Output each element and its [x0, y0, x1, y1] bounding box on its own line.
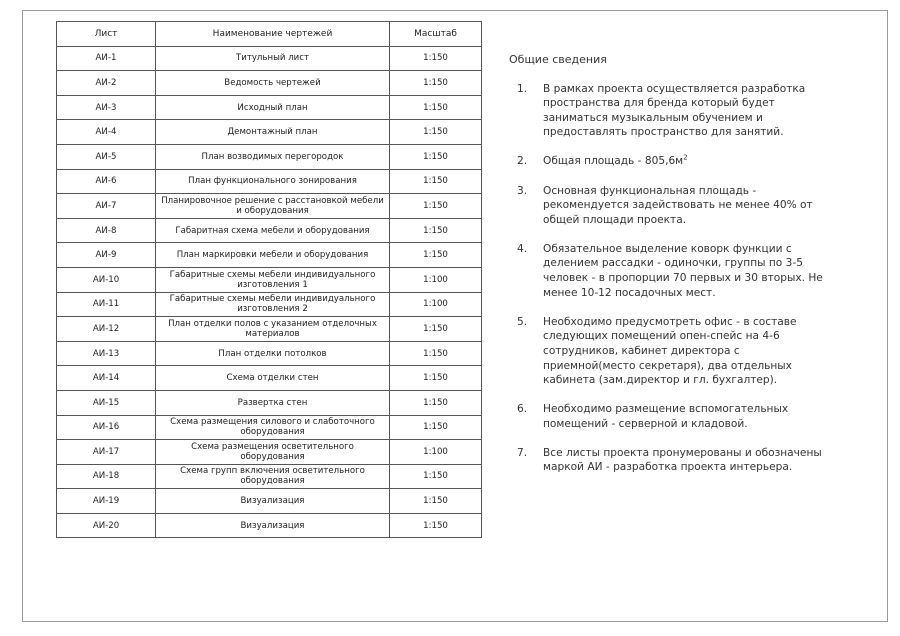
- note-text: [543, 315, 834, 388]
- cell-name: Схема размещения силового и слаботочного оборудования: [156, 415, 390, 440]
- cell-sheet: АИ-11: [57, 292, 156, 317]
- table-row: [57, 317, 482, 342]
- cell-name: Габаритные схемы мебели индивидуального изготовления 1: [156, 267, 390, 292]
- cell-sheet: АИ-16: [57, 415, 156, 440]
- cell-scale: 1:150: [390, 415, 482, 440]
- cell-scale: 1:100: [390, 267, 482, 292]
- drawings-list-table: [56, 21, 482, 538]
- note-item: [509, 82, 834, 140]
- table-row: [57, 46, 482, 71]
- note-number: 4.: [517, 242, 528, 255]
- cell-sheet: АИ-9: [57, 243, 156, 268]
- general-info-notes: [509, 53, 834, 490]
- cell-sheet: АИ-8: [57, 218, 156, 243]
- note-text: [543, 402, 834, 431]
- cell-name: Схема отделки стен: [156, 366, 390, 391]
- note-text: [543, 242, 834, 300]
- cell-name: Ведомость чертежей: [156, 71, 390, 96]
- table-row: [57, 292, 482, 317]
- cell-sheet: АИ-2: [57, 71, 156, 96]
- cell-name: Планировочное решение с расстановкой мебели и оборудования: [156, 194, 390, 219]
- table-row: [57, 489, 482, 514]
- cell-sheet: АИ-14: [57, 366, 156, 391]
- table-row: [57, 341, 482, 366]
- cell-scale: 1:100: [390, 292, 482, 317]
- note-text-body: Обязательное выделение коворк функции с делением рассадки - одиночки, группы по 3-5 человек - в пропорции 70 первых и 30 вторых. Не менее 10-12 посадочных мест.: [543, 242, 823, 299]
- cell-scale: 1:150: [390, 194, 482, 219]
- header-scale: Масштаб: [390, 22, 482, 47]
- cell-name: Габаритная схема мебели и оборудования: [156, 218, 390, 243]
- table-row: [57, 513, 482, 538]
- table-row: [57, 243, 482, 268]
- cell-scale: 1:150: [390, 366, 482, 391]
- table-row: [57, 169, 482, 194]
- table-row: [57, 120, 482, 145]
- cell-scale: 1:150: [390, 169, 482, 194]
- note-number: 6.: [517, 403, 528, 416]
- note-number: 2.: [517, 155, 528, 168]
- note-item: [509, 242, 834, 300]
- cell-scale: 1:150: [390, 513, 482, 538]
- note-text-body: Все листы проекта пронумерованы и обозначены маркой АИ - разработка проекта интерьера.: [543, 446, 822, 474]
- cell-scale: 1:150: [390, 243, 482, 268]
- table-row: [57, 390, 482, 415]
- note-text-body: Необходимо размещение вспомогательных помещений - серверной и кладовой.: [543, 403, 789, 430]
- table-row: [57, 194, 482, 219]
- cell-sheet: АИ-1: [57, 46, 156, 71]
- cell-scale: 1:150: [390, 95, 482, 120]
- note-text-body: Общая площадь - 805,6м: [543, 155, 684, 168]
- note-superscript: 2: [683, 153, 688, 162]
- cell-scale: 1:150: [390, 464, 482, 489]
- cell-sheet: АИ-18: [57, 464, 156, 489]
- note-text: [543, 184, 834, 228]
- notes-list: [509, 82, 834, 475]
- cell-name: План функционального зонирования: [156, 169, 390, 194]
- cell-sheet: АИ-19: [57, 489, 156, 514]
- note-item: [509, 184, 834, 228]
- note-text-body: Основная функциональная площадь - рекомендуется задействовать не менее 40% от общей площади проекта.: [543, 184, 813, 226]
- table-header-row: [57, 22, 482, 47]
- cell-name: Исходный план: [156, 95, 390, 120]
- cell-scale: 1:150: [390, 120, 482, 145]
- cell-scale: 1:150: [390, 46, 482, 71]
- note-item: [509, 402, 834, 431]
- cell-sheet: АИ-6: [57, 169, 156, 194]
- cell-name: План отделки потолков: [156, 341, 390, 366]
- cell-scale: 1:150: [390, 218, 482, 243]
- cell-name: Схема групп включения осветительного оборудования: [156, 464, 390, 489]
- table-row: [57, 71, 482, 96]
- cell-name: Демонтажный план: [156, 120, 390, 145]
- cell-sheet: АИ-3: [57, 95, 156, 120]
- cell-scale: 1:100: [390, 440, 482, 465]
- note-number: 3.: [517, 184, 528, 197]
- notes-title: Общие сведения: [509, 53, 607, 66]
- cell-sheet: АИ-15: [57, 390, 156, 415]
- note-number: 1.: [517, 82, 528, 95]
- table-row: [57, 440, 482, 465]
- note-text: [543, 154, 834, 169]
- table-body: [57, 46, 482, 538]
- table-row: [57, 366, 482, 391]
- cell-sheet: АИ-7: [57, 194, 156, 219]
- cell-scale: 1:150: [390, 341, 482, 366]
- cell-name: Визуализация: [156, 513, 390, 538]
- header-sheet: Лист: [57, 22, 156, 47]
- note-number: 5.: [517, 315, 528, 328]
- cell-name: Визуализация: [156, 489, 390, 514]
- header-name: Наименование чертежей: [156, 22, 390, 47]
- note-text-body: В рамках проекта осуществляется разработка пространства для бренда который будет заниматься музыкальным обучением и предоставлять пространство для занятий.: [543, 82, 806, 139]
- cell-sheet: АИ-10: [57, 267, 156, 292]
- cell-scale: 1:150: [390, 390, 482, 415]
- note-number: 7.: [517, 446, 528, 459]
- cell-scale: 1:150: [390, 144, 482, 169]
- note-item: [509, 446, 834, 475]
- cell-scale: 1:150: [390, 317, 482, 342]
- table-row: [57, 144, 482, 169]
- table-row: [57, 267, 482, 292]
- cell-name: План маркировки мебели и оборудования: [156, 243, 390, 268]
- note-item: [509, 315, 834, 388]
- cell-name: Развертка стен: [156, 390, 390, 415]
- cell-name: Титульный лист: [156, 46, 390, 71]
- cell-sheet: АИ-20: [57, 513, 156, 538]
- note-text: [543, 82, 834, 140]
- cell-name: Габаритные схемы мебели индивидуального изготовления 2: [156, 292, 390, 317]
- cell-sheet: АИ-4: [57, 120, 156, 145]
- cell-name: Схема размещения осветительного оборудования: [156, 440, 390, 465]
- cell-name: План отделки полов с указанием отделочных материалов: [156, 317, 390, 342]
- table-row: [57, 464, 482, 489]
- note-text-body: Необходимо предусмотреть офис - в составе следующих помещений опен-спейс на 4-6 сотрудников, кабинет директора с приемной(место секретаря), два отдельных кабинета (зам.директор и гл. бухгалтер).: [543, 315, 797, 387]
- note-text: [543, 446, 834, 475]
- cell-scale: 1:150: [390, 71, 482, 96]
- table-row: [57, 415, 482, 440]
- cell-sheet: АИ-12: [57, 317, 156, 342]
- cell-sheet: АИ-5: [57, 144, 156, 169]
- cell-sheet: АИ-13: [57, 341, 156, 366]
- cell-scale: 1:150: [390, 489, 482, 514]
- cell-name: План возводимых перегородок: [156, 144, 390, 169]
- note-item: [509, 154, 834, 169]
- table-row: [57, 218, 482, 243]
- table-row: [57, 95, 482, 120]
- cell-sheet: АИ-17: [57, 440, 156, 465]
